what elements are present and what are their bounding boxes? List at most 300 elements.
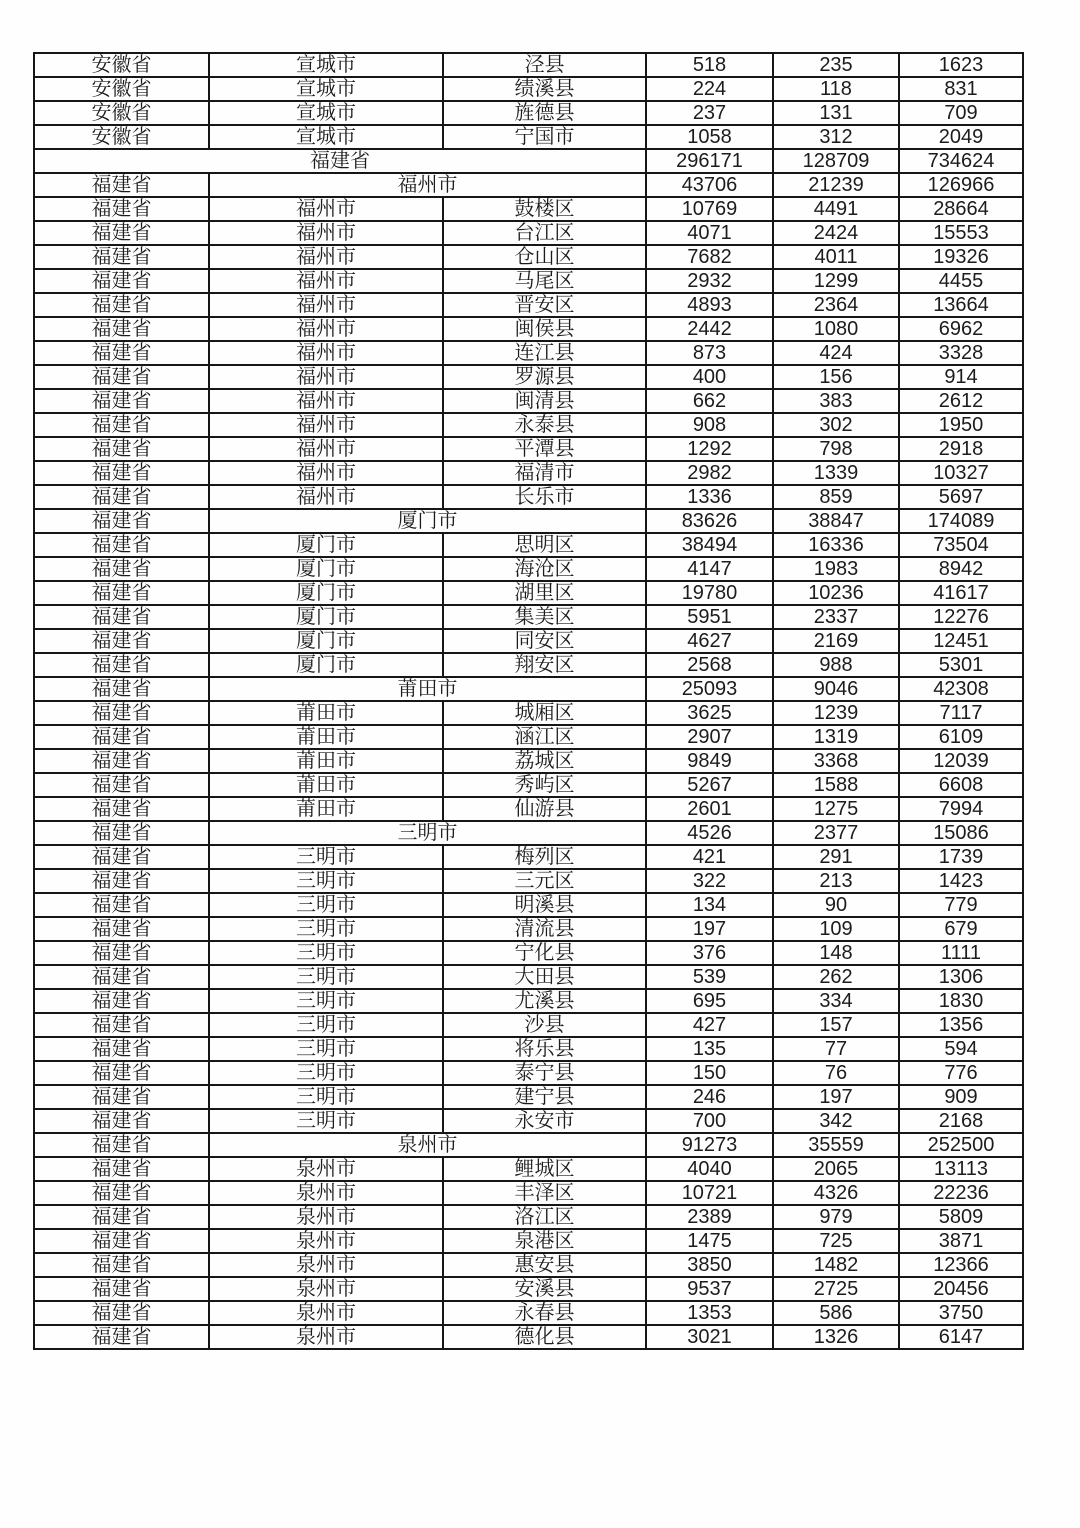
table-row xyxy=(34,437,1023,461)
district-cell: 泉港区 xyxy=(443,1229,646,1253)
value-3-cell: 19326 xyxy=(899,245,1023,269)
table-row xyxy=(34,629,1023,653)
city-cell: 三明市 xyxy=(209,941,443,965)
city-cell: 厦门市 xyxy=(209,557,443,581)
district-cell: 仙游县 xyxy=(443,797,646,821)
value-2-cell: 197 xyxy=(773,1085,899,1109)
province-cell: 福建省 xyxy=(34,317,209,341)
district-cell: 鲤城区 xyxy=(443,1157,646,1181)
city-cell: 福州市 xyxy=(209,461,443,485)
value-1-cell: 2601 xyxy=(646,797,773,821)
district-cell: 惠安县 xyxy=(443,1253,646,1277)
table-row xyxy=(34,1301,1023,1325)
value-2-cell: 9046 xyxy=(773,677,899,701)
value-3-cell: 73504 xyxy=(899,533,1023,557)
value-1-cell: 2568 xyxy=(646,653,773,677)
table-row xyxy=(34,197,1023,221)
district-cell: 闽清县 xyxy=(443,389,646,413)
table-row xyxy=(34,269,1023,293)
district-cell: 三元区 xyxy=(443,869,646,893)
value-2-cell: 1319 xyxy=(773,725,899,749)
value-2-cell: 2424 xyxy=(773,221,899,245)
value-2-cell: 109 xyxy=(773,917,899,941)
city-cell: 泉州市 xyxy=(209,1181,443,1205)
district-cell: 台江区 xyxy=(443,221,646,245)
value-1-cell: 10721 xyxy=(646,1181,773,1205)
value-1-cell: 4147 xyxy=(646,557,773,581)
district-cell: 集美区 xyxy=(443,605,646,629)
value-2-cell: 4491 xyxy=(773,197,899,221)
value-3-cell: 15086 xyxy=(899,821,1023,845)
value-1-cell: 4893 xyxy=(646,293,773,317)
table-row xyxy=(34,749,1023,773)
table-row xyxy=(34,605,1023,629)
table-row xyxy=(34,917,1023,941)
value-2-cell: 148 xyxy=(773,941,899,965)
province-cell: 福建省 xyxy=(34,797,209,821)
district-cell: 德化县 xyxy=(443,1325,646,1349)
table-row xyxy=(34,1253,1023,1277)
value-2-cell: 383 xyxy=(773,389,899,413)
value-1-cell: 43706 xyxy=(646,173,773,197)
value-1-cell: 4071 xyxy=(646,221,773,245)
value-3-cell: 2918 xyxy=(899,437,1023,461)
table-row xyxy=(34,1205,1023,1229)
province-cell: 福建省 xyxy=(34,725,209,749)
city-cell: 厦门市 xyxy=(209,533,443,557)
province-cell: 福建省 xyxy=(34,1085,209,1109)
city-cell: 福州市 xyxy=(209,413,443,437)
value-3-cell: 12039 xyxy=(899,749,1023,773)
value-3-cell: 12276 xyxy=(899,605,1023,629)
province-cell: 福建省 xyxy=(34,533,209,557)
province-cell: 福建省 xyxy=(34,629,209,653)
value-2-cell: 1239 xyxy=(773,701,899,725)
table-row xyxy=(34,845,1023,869)
value-3-cell: 10327 xyxy=(899,461,1023,485)
value-1-cell: 9537 xyxy=(646,1277,773,1301)
province-cell: 福建省 xyxy=(34,173,209,197)
province-cell: 福建省 xyxy=(34,1181,209,1205)
district-cell: 泰宁县 xyxy=(443,1061,646,1085)
value-3-cell: 4455 xyxy=(899,269,1023,293)
city-cell: 福州市 xyxy=(209,197,443,221)
value-2-cell: 16336 xyxy=(773,533,899,557)
province-cell: 福建省 xyxy=(34,1013,209,1037)
district-cell: 绩溪县 xyxy=(443,77,646,101)
value-3-cell: 1423 xyxy=(899,869,1023,893)
province-cell: 福建省 xyxy=(34,1061,209,1085)
province-cell: 福建省 xyxy=(34,221,209,245)
table-row xyxy=(34,125,1023,149)
value-3-cell: 22236 xyxy=(899,1181,1023,1205)
district-cell: 鼓楼区 xyxy=(443,197,646,221)
value-2-cell: 798 xyxy=(773,437,899,461)
table-row xyxy=(34,317,1023,341)
value-3-cell: 734624 xyxy=(899,149,1023,173)
value-3-cell: 2049 xyxy=(899,125,1023,149)
region-statistics-table xyxy=(33,52,1024,1350)
province-cell: 福建省 xyxy=(34,1109,209,1133)
district-cell: 安溪县 xyxy=(443,1277,646,1301)
table-row xyxy=(34,653,1023,677)
city-cell: 宣城市 xyxy=(209,101,443,125)
district-cell: 晋安区 xyxy=(443,293,646,317)
value-2-cell: 4326 xyxy=(773,1181,899,1205)
city-cell: 泉州市 xyxy=(209,1157,443,1181)
city-cell: 厦门市 xyxy=(209,581,443,605)
city-cell: 三明市 xyxy=(209,845,443,869)
city-cell: 莆田市 xyxy=(209,725,443,749)
city-cell: 福州市 xyxy=(209,317,443,341)
city-cell: 福州市 xyxy=(209,293,443,317)
value-3-cell: 594 xyxy=(899,1037,1023,1061)
province-cell: 福建省 xyxy=(34,197,209,221)
value-1-cell: 873 xyxy=(646,341,773,365)
value-3-cell: 914 xyxy=(899,365,1023,389)
province-cell: 福建省 xyxy=(34,1157,209,1181)
province-cell: 福建省 xyxy=(34,749,209,773)
value-3-cell: 5301 xyxy=(899,653,1023,677)
district-cell: 福清市 xyxy=(443,461,646,485)
table-row xyxy=(34,1229,1023,1253)
province-cell: 福建省 xyxy=(34,893,209,917)
value-1-cell: 5267 xyxy=(646,773,773,797)
value-3-cell: 126966 xyxy=(899,173,1023,197)
value-1-cell: 19780 xyxy=(646,581,773,605)
city-cell: 福州市 xyxy=(209,341,443,365)
value-2-cell: 1482 xyxy=(773,1253,899,1277)
value-1-cell: 1353 xyxy=(646,1301,773,1325)
value-3-cell: 2612 xyxy=(899,389,1023,413)
value-1-cell: 1058 xyxy=(646,125,773,149)
province-cell: 福建省 xyxy=(34,437,209,461)
district-cell: 永春县 xyxy=(443,1301,646,1325)
value-1-cell: 10769 xyxy=(646,197,773,221)
province-cell: 福建省 xyxy=(34,413,209,437)
city-cell: 泉州市 xyxy=(209,1277,443,1301)
table-row xyxy=(34,221,1023,245)
province-cell: 安徽省 xyxy=(34,53,209,77)
table-row xyxy=(34,1325,1023,1349)
province-cell: 福建省 xyxy=(34,941,209,965)
value-1-cell: 2389 xyxy=(646,1205,773,1229)
table-row xyxy=(34,149,1023,173)
value-2-cell: 1326 xyxy=(773,1325,899,1349)
table-row xyxy=(34,461,1023,485)
value-3-cell: 5697 xyxy=(899,485,1023,509)
value-2-cell: 586 xyxy=(773,1301,899,1325)
value-2-cell: 342 xyxy=(773,1109,899,1133)
value-2-cell: 157 xyxy=(773,1013,899,1037)
province-total-cell: 福建省 xyxy=(34,149,646,173)
city-cell: 三明市 xyxy=(209,917,443,941)
province-cell: 福建省 xyxy=(34,773,209,797)
value-2-cell: 235 xyxy=(773,53,899,77)
district-cell: 沙县 xyxy=(443,1013,646,1037)
district-cell: 涵江区 xyxy=(443,725,646,749)
value-2-cell: 859 xyxy=(773,485,899,509)
city-cell: 三明市 xyxy=(209,1085,443,1109)
table-row xyxy=(34,101,1023,125)
value-3-cell: 41617 xyxy=(899,581,1023,605)
city-cell: 三明市 xyxy=(209,893,443,917)
value-2-cell: 291 xyxy=(773,845,899,869)
table-row xyxy=(34,869,1023,893)
value-3-cell: 7117 xyxy=(899,701,1023,725)
value-1-cell: 421 xyxy=(646,845,773,869)
value-3-cell: 6147 xyxy=(899,1325,1023,1349)
province-cell: 安徽省 xyxy=(34,77,209,101)
city-cell: 宣城市 xyxy=(209,77,443,101)
table-row xyxy=(34,581,1023,605)
table-row xyxy=(34,77,1023,101)
district-cell: 梅列区 xyxy=(443,845,646,869)
value-1-cell: 246 xyxy=(646,1085,773,1109)
city-cell: 厦门市 xyxy=(209,605,443,629)
district-cell: 秀屿区 xyxy=(443,773,646,797)
value-1-cell: 150 xyxy=(646,1061,773,1085)
province-cell: 福建省 xyxy=(34,1253,209,1277)
district-cell: 丰泽区 xyxy=(443,1181,646,1205)
district-cell: 平潭县 xyxy=(443,437,646,461)
city-cell: 泉州市 xyxy=(209,1325,443,1349)
value-3-cell: 709 xyxy=(899,101,1023,125)
value-3-cell: 42308 xyxy=(899,677,1023,701)
value-1-cell: 2907 xyxy=(646,725,773,749)
province-cell: 福建省 xyxy=(34,245,209,269)
table-row xyxy=(34,1013,1023,1037)
value-2-cell: 302 xyxy=(773,413,899,437)
value-1-cell: 134 xyxy=(646,893,773,917)
value-2-cell: 77 xyxy=(773,1037,899,1061)
value-1-cell: 908 xyxy=(646,413,773,437)
city-cell: 宣城市 xyxy=(209,53,443,77)
province-cell: 福建省 xyxy=(34,821,209,845)
province-cell: 福建省 xyxy=(34,965,209,989)
value-1-cell: 3021 xyxy=(646,1325,773,1349)
value-3-cell: 679 xyxy=(899,917,1023,941)
city-cell: 宣城市 xyxy=(209,125,443,149)
value-1-cell: 1336 xyxy=(646,485,773,509)
value-2-cell: 38847 xyxy=(773,509,899,533)
value-1-cell: 400 xyxy=(646,365,773,389)
province-cell: 福建省 xyxy=(34,341,209,365)
value-3-cell: 28664 xyxy=(899,197,1023,221)
table-row xyxy=(34,485,1023,509)
table-row xyxy=(34,989,1023,1013)
value-1-cell: 662 xyxy=(646,389,773,413)
value-1-cell: 3625 xyxy=(646,701,773,725)
value-1-cell: 4627 xyxy=(646,629,773,653)
value-3-cell: 6109 xyxy=(899,725,1023,749)
city-cell: 莆田市 xyxy=(209,797,443,821)
table-row xyxy=(34,1085,1023,1109)
value-1-cell: 296171 xyxy=(646,149,773,173)
city-cell: 泉州市 xyxy=(209,1229,443,1253)
province-cell: 福建省 xyxy=(34,509,209,533)
table-row xyxy=(34,389,1023,413)
value-2-cell: 2377 xyxy=(773,821,899,845)
value-3-cell: 20456 xyxy=(899,1277,1023,1301)
city-cell: 福州市 xyxy=(209,389,443,413)
city-cell: 福州市 xyxy=(209,269,443,293)
table-row xyxy=(34,53,1023,77)
city-total-cell: 泉州市 xyxy=(209,1133,646,1157)
value-1-cell: 2932 xyxy=(646,269,773,293)
district-cell: 将乐县 xyxy=(443,1037,646,1061)
province-cell: 福建省 xyxy=(34,557,209,581)
province-cell: 福建省 xyxy=(34,485,209,509)
province-cell: 福建省 xyxy=(34,293,209,317)
table-row xyxy=(34,725,1023,749)
table-row xyxy=(34,1181,1023,1205)
value-2-cell: 979 xyxy=(773,1205,899,1229)
value-1-cell: 25093 xyxy=(646,677,773,701)
value-1-cell: 9849 xyxy=(646,749,773,773)
district-cell: 建宁县 xyxy=(443,1085,646,1109)
district-cell: 连江县 xyxy=(443,341,646,365)
value-2-cell: 2725 xyxy=(773,1277,899,1301)
value-2-cell: 1275 xyxy=(773,797,899,821)
table-row xyxy=(34,245,1023,269)
district-cell: 同安区 xyxy=(443,629,646,653)
value-1-cell: 2982 xyxy=(646,461,773,485)
city-cell: 福州市 xyxy=(209,365,443,389)
city-total-cell: 莆田市 xyxy=(209,677,646,701)
value-3-cell: 3328 xyxy=(899,341,1023,365)
value-1-cell: 1292 xyxy=(646,437,773,461)
value-2-cell: 2337 xyxy=(773,605,899,629)
value-3-cell: 8942 xyxy=(899,557,1023,581)
city-cell: 泉州市 xyxy=(209,1205,443,1229)
district-cell: 尤溪县 xyxy=(443,989,646,1013)
value-1-cell: 4040 xyxy=(646,1157,773,1181)
table-row xyxy=(34,1157,1023,1181)
value-1-cell: 376 xyxy=(646,941,773,965)
table-row xyxy=(34,965,1023,989)
city-cell: 三明市 xyxy=(209,965,443,989)
district-cell: 海沧区 xyxy=(443,557,646,581)
district-cell: 城厢区 xyxy=(443,701,646,725)
value-1-cell: 4526 xyxy=(646,821,773,845)
value-2-cell: 2169 xyxy=(773,629,899,653)
value-3-cell: 3750 xyxy=(899,1301,1023,1325)
value-3-cell: 1830 xyxy=(899,989,1023,1013)
value-1-cell: 3850 xyxy=(646,1253,773,1277)
city-cell: 三明市 xyxy=(209,1013,443,1037)
city-cell: 莆田市 xyxy=(209,773,443,797)
value-1-cell: 427 xyxy=(646,1013,773,1037)
district-cell: 洛江区 xyxy=(443,1205,646,1229)
value-3-cell: 776 xyxy=(899,1061,1023,1085)
value-2-cell: 21239 xyxy=(773,173,899,197)
province-cell: 福建省 xyxy=(34,653,209,677)
value-2-cell: 118 xyxy=(773,77,899,101)
city-total-cell: 厦门市 xyxy=(209,509,646,533)
province-cell: 安徽省 xyxy=(34,101,209,125)
value-2-cell: 35559 xyxy=(773,1133,899,1157)
value-3-cell: 252500 xyxy=(899,1133,1023,1157)
table-row xyxy=(34,1277,1023,1301)
value-3-cell: 12451 xyxy=(899,629,1023,653)
value-1-cell: 7682 xyxy=(646,245,773,269)
table-row xyxy=(34,701,1023,725)
table-row xyxy=(34,173,1023,197)
value-3-cell: 1356 xyxy=(899,1013,1023,1037)
value-2-cell: 1983 xyxy=(773,557,899,581)
district-cell: 翔安区 xyxy=(443,653,646,677)
value-2-cell: 1588 xyxy=(773,773,899,797)
value-2-cell: 1080 xyxy=(773,317,899,341)
district-cell: 荔城区 xyxy=(443,749,646,773)
value-2-cell: 988 xyxy=(773,653,899,677)
table-row xyxy=(34,293,1023,317)
district-cell: 仓山区 xyxy=(443,245,646,269)
province-cell: 福建省 xyxy=(34,1325,209,1349)
province-cell: 福建省 xyxy=(34,389,209,413)
city-total-cell: 福州市 xyxy=(209,173,646,197)
province-cell: 福建省 xyxy=(34,917,209,941)
value-2-cell: 156 xyxy=(773,365,899,389)
district-cell: 清流县 xyxy=(443,917,646,941)
value-3-cell: 1111 xyxy=(899,941,1023,965)
table-row xyxy=(34,893,1023,917)
city-cell: 福州市 xyxy=(209,437,443,461)
district-cell: 永安市 xyxy=(443,1109,646,1133)
value-1-cell: 700 xyxy=(646,1109,773,1133)
value-2-cell: 4011 xyxy=(773,245,899,269)
value-3-cell: 15553 xyxy=(899,221,1023,245)
value-3-cell: 13664 xyxy=(899,293,1023,317)
province-cell: 福建省 xyxy=(34,677,209,701)
value-1-cell: 5951 xyxy=(646,605,773,629)
table-row xyxy=(34,941,1023,965)
district-cell: 宁国市 xyxy=(443,125,646,149)
province-cell: 福建省 xyxy=(34,605,209,629)
value-1-cell: 83626 xyxy=(646,509,773,533)
city-cell: 泉州市 xyxy=(209,1301,443,1325)
value-1-cell: 2442 xyxy=(646,317,773,341)
district-cell: 马尾区 xyxy=(443,269,646,293)
province-cell: 福建省 xyxy=(34,269,209,293)
table-row xyxy=(34,1061,1023,1085)
province-cell: 福建省 xyxy=(34,1133,209,1157)
value-1-cell: 1475 xyxy=(646,1229,773,1253)
city-cell: 三明市 xyxy=(209,1109,443,1133)
city-cell: 三明市 xyxy=(209,1037,443,1061)
city-cell: 福州市 xyxy=(209,221,443,245)
province-cell: 福建省 xyxy=(34,1229,209,1253)
district-cell: 永泰县 xyxy=(443,413,646,437)
city-cell: 三明市 xyxy=(209,869,443,893)
province-cell: 福建省 xyxy=(34,1301,209,1325)
city-cell: 三明市 xyxy=(209,1061,443,1085)
city-cell: 泉州市 xyxy=(209,1253,443,1277)
district-cell: 思明区 xyxy=(443,533,646,557)
district-cell: 罗源县 xyxy=(443,365,646,389)
table-row xyxy=(34,413,1023,437)
value-2-cell: 10236 xyxy=(773,581,899,605)
district-cell: 长乐市 xyxy=(443,485,646,509)
value-3-cell: 174089 xyxy=(899,509,1023,533)
value-2-cell: 424 xyxy=(773,341,899,365)
value-2-cell: 2364 xyxy=(773,293,899,317)
province-cell: 福建省 xyxy=(34,365,209,389)
province-cell: 安徽省 xyxy=(34,125,209,149)
district-cell: 湖里区 xyxy=(443,581,646,605)
value-1-cell: 539 xyxy=(646,965,773,989)
